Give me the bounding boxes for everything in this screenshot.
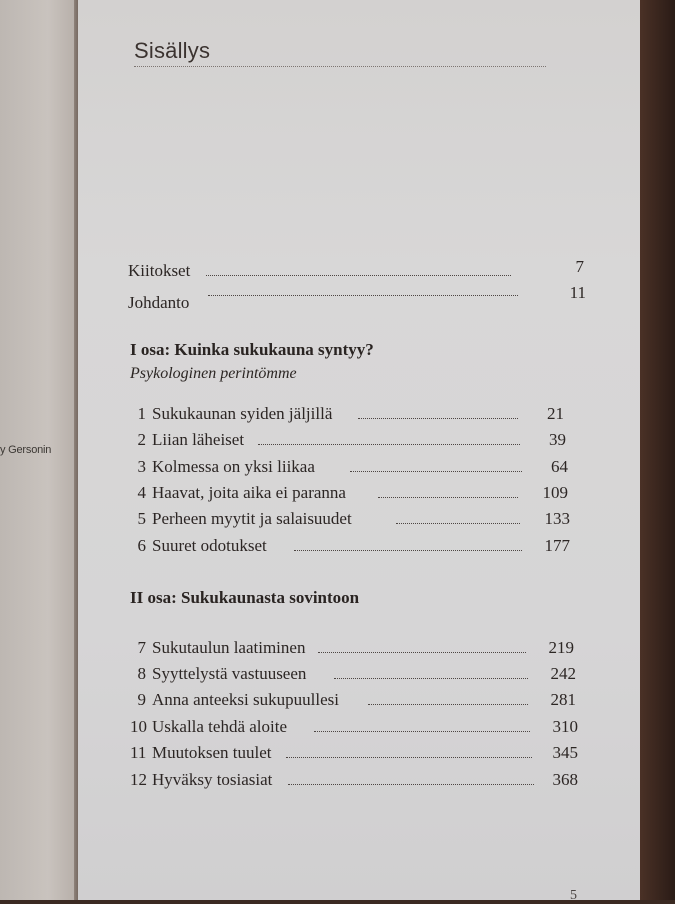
chapter-number: 2 [137,430,146,449]
chapter-number: 5 [137,509,146,528]
toc-row-ch9[interactable] [78,687,598,713]
toc-page-number: 11 [569,283,586,302]
dot-leader [378,497,518,498]
toc-page-number: 281 [550,690,576,709]
chapter-number: 10 [130,717,147,736]
toc-row-ch6[interactable] [78,533,598,559]
toc-row-front-2[interactable] [78,283,598,316]
toc-page-number: 177 [544,536,570,555]
toc-row-ch4[interactable] [78,480,598,506]
dot-leader [258,444,520,445]
chapter-title: Liian läheiset [152,430,245,449]
part2-heading: II osa: Sukukaunasta sovintoon [130,588,360,607]
title-dotted-rule [134,66,546,67]
toc-row-ch11[interactable] [78,740,598,766]
part1-heading: I osa: Kuinka sukukauna syntyy? [130,340,374,359]
chapter-title: Sukutaulun laatiminen [152,638,306,657]
chapter-number: 9 [137,690,146,709]
chapter-number: 12 [130,770,147,789]
toc-page-number: 345 [552,743,578,762]
toc-row-ch3[interactable] [78,454,598,480]
toc-row-ch1[interactable] [78,401,598,427]
dot-leader [288,784,534,785]
part1-subtitle: Psykologinen perintömme [130,365,297,382]
toc-entry-label: Johdanto [128,293,190,312]
chapter-title: Muutoksen tuulet [152,743,272,762]
toc-page-number: 39 [549,430,566,449]
toc-page-number: 219 [548,638,574,657]
toc-page-number: 109 [542,483,568,502]
chapter-number: 7 [137,638,146,657]
toc-row-ch8[interactable] [78,661,598,687]
toc-row-ch12[interactable] [78,767,598,793]
chapter-number: 1 [137,404,146,423]
dot-leader [318,652,526,653]
chapter-title: Kolmessa on yksi liikaa [152,457,315,476]
dot-leader [286,757,532,758]
toc-row-ch10[interactable] [78,714,598,740]
toc-row-front-1[interactable] [78,258,598,284]
dot-leader [350,471,522,472]
toc-row-ch5[interactable] [78,506,598,532]
chapter-number: 3 [137,457,146,476]
page-title: Sisällys [134,38,211,63]
toc-page-number: 64 [551,457,568,476]
toc-page-number: 310 [552,717,578,736]
chapter-title: Suuret odotukset [152,536,267,555]
page-corner-mark: 5 [570,888,577,903]
chapter-title: Sukukaunan syiden jäljillä [152,404,333,423]
toc-entry-label: Kiitokset [128,261,191,280]
dot-leader [334,678,528,679]
contents-page [78,0,640,903]
dot-leader [396,523,520,524]
toc-page-number: 242 [550,664,576,683]
background-shadow [640,0,675,900]
toc-row-ch2[interactable] [78,427,598,453]
dot-leader [208,295,518,296]
chapter-title: Uskalla tehdä aloite [152,717,288,736]
toc-page-number: 21 [547,404,564,423]
chapter-title: Perheen myytit ja salaisuudet [152,509,352,528]
toc-page-number: 133 [544,509,570,528]
toc-page-number: 7 [575,257,584,276]
chapter-title: Hyväksy tosiasiat [152,770,273,789]
dot-leader [294,550,522,551]
chapter-number: 11 [130,743,147,762]
toc-page-number: 368 [552,770,578,789]
dot-leader [358,418,518,419]
chapter-title: Haavat, joita aika ei paranna [152,483,346,502]
left-page-text-fragment: y Gersonin [0,444,52,456]
dot-leader [206,275,511,276]
chapter-number: 6 [137,536,146,555]
chapter-number: 4 [137,483,146,502]
chapter-number: 8 [137,664,146,683]
toc-row-ch7[interactable] [78,635,598,661]
left-page-edge [0,0,80,900]
chapter-title: Anna anteeksi sukupuullesi [152,690,339,709]
dot-leader [368,704,528,705]
chapter-title: Syyttelystä vastuuseen [152,664,307,683]
dot-leader [314,731,530,732]
